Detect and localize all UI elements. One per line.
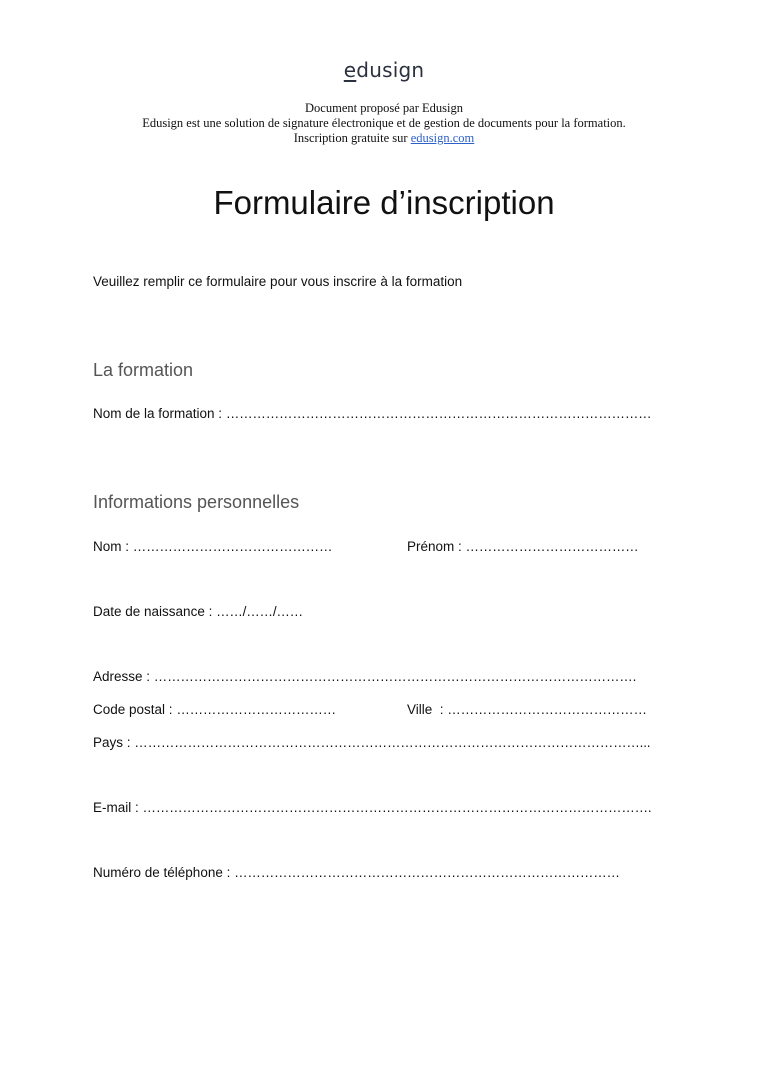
- section-heading-personnel: Informations personnelles: [93, 492, 300, 512]
- intro-line-2: Edusign est une solution de signature électronique et de gestion de documents pour la formation.: [142, 116, 626, 130]
- blank-date-naissance[interactable]: ……/……/……: [216, 604, 303, 619]
- logo-e: e: [343, 58, 357, 82]
- edusign-link[interactable]: edusign.com: [410, 131, 475, 145]
- page-title: Formulaire d’inscription: [213, 184, 555, 221]
- field-nom-formation[interactable]: [93, 406, 651, 421]
- instruction-text: Veuillez remplir ce formulaire pour vous inscrire à la formation: [93, 274, 463, 289]
- blank-telephone[interactable]: ……………………………………………………………………………: [234, 865, 620, 880]
- intro-line-3-prefix: Inscription gratuite sur: [293, 131, 411, 145]
- field-ville[interactable]: [407, 702, 647, 717]
- logo-text: dusign: [356, 58, 425, 82]
- intro-line-3: [0, 131, 768, 146]
- label-adresse: Adresse :: [93, 669, 154, 684]
- label-date-naissance: Date de naissance :: [93, 604, 217, 619]
- label-nom-formation: Nom de la formation :: [93, 406, 226, 421]
- blank-pays[interactable]: ……………………………………………………………………………………………………...: [134, 735, 651, 750]
- field-pays[interactable]: [93, 735, 650, 750]
- field-adresse[interactable]: [93, 669, 636, 684]
- label-code-postal: Code postal :: [93, 702, 177, 717]
- field-nom[interactable]: [93, 539, 332, 554]
- edusign-logo: [0, 58, 768, 82]
- section-heading-formation: La formation: [93, 360, 194, 380]
- field-code-postal[interactable]: [93, 702, 336, 717]
- blank-code-postal[interactable]: ………………………………: [176, 702, 336, 717]
- label-email: E-mail :: [93, 800, 143, 815]
- label-nom: Nom :: [93, 539, 133, 554]
- label-prenom: Prénom :: [407, 539, 466, 554]
- field-prenom[interactable]: [407, 539, 638, 554]
- blank-email[interactable]: …………………………………………………………………………………………………….: [142, 800, 652, 815]
- blank-adresse[interactable]: ……………………………………………………………………………………………….: [153, 669, 637, 684]
- blank-ville[interactable]: ………………………………………: [447, 702, 647, 717]
- field-email[interactable]: [93, 800, 651, 815]
- label-ville: Ville :: [407, 702, 448, 717]
- blank-nom-formation[interactable]: ……………………………………………………………………………………: [225, 406, 652, 421]
- blank-nom[interactable]: ………………………………………: [132, 539, 333, 554]
- intro-line-1: Document proposé par Edusign: [305, 101, 463, 115]
- label-pays: Pays :: [93, 735, 135, 750]
- blank-prenom[interactable]: …………………………………: [465, 539, 639, 554]
- field-telephone[interactable]: [93, 865, 620, 880]
- label-telephone: Numéro de téléphone :: [93, 865, 235, 880]
- field-date-naissance[interactable]: [93, 604, 303, 619]
